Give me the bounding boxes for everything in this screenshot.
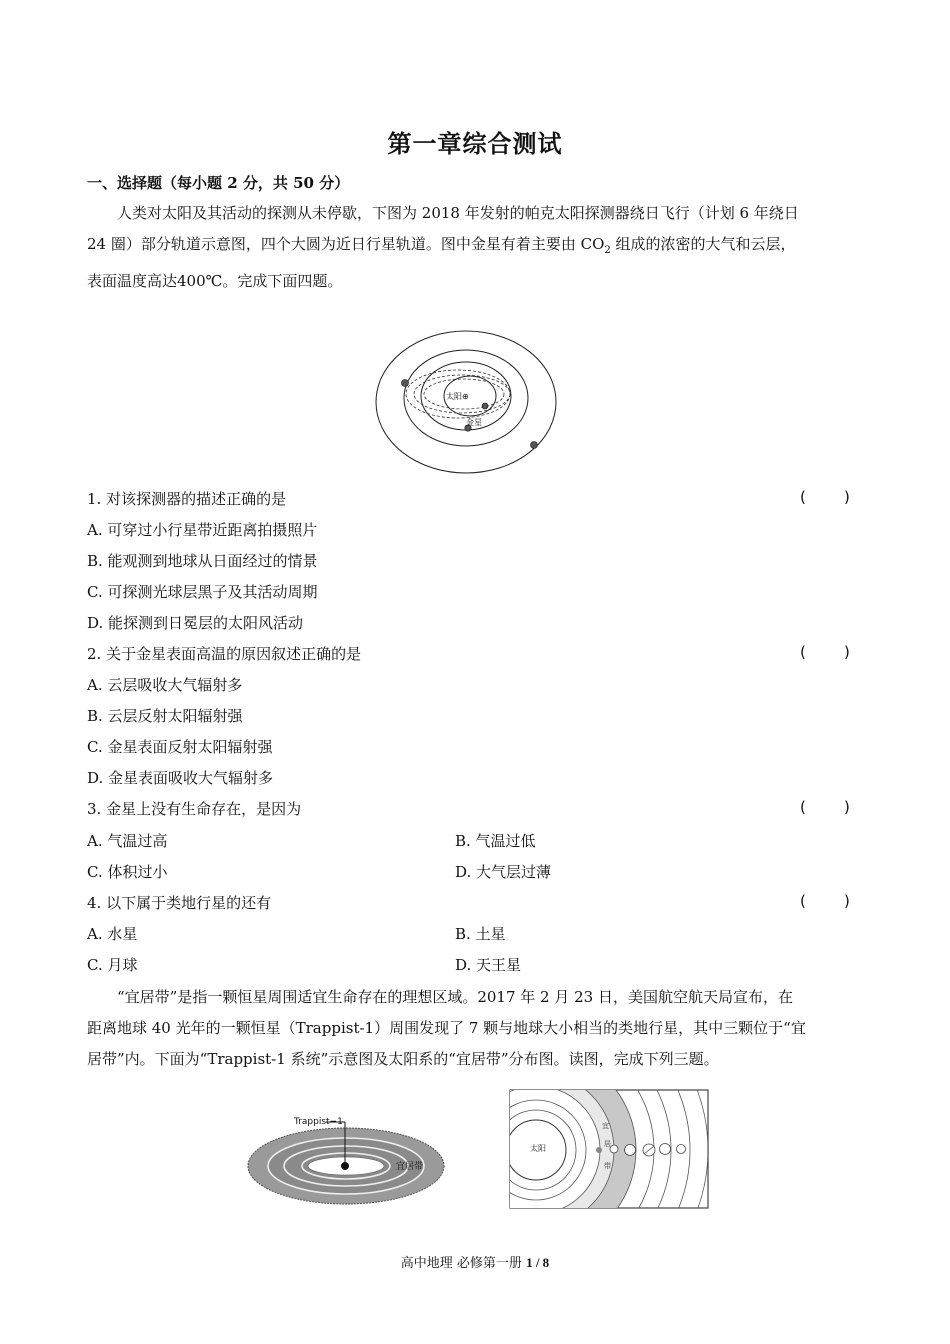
q4-option-c: C. 月球 [87, 956, 138, 974]
trappist-star-label: Trappist−1 [294, 1117, 343, 1127]
q2-option-b: B. 云层反射太阳辐射强 [87, 707, 243, 725]
co2-subscript: 2 [604, 245, 611, 256]
q4-stem: 4. 以下属于类地行星的还有 [87, 894, 272, 912]
q4-option-b: B. 土星 [455, 925, 506, 943]
q2-answer-blank: ( ) [800, 643, 850, 661]
page-title: 第一章综合测试 [387, 129, 563, 158]
q3-option-b: B. 气温过低 [455, 832, 536, 850]
habitable-zone-label: 宜居带 [396, 1162, 424, 1172]
q3-stem: 3. 金星上没有生命存在，是因为 [87, 800, 302, 818]
q1-option-a: A. 可穿过小行星带近距离拍摄照片 [87, 521, 318, 539]
q1-answer-blank: ( ) [800, 488, 850, 506]
intro1-line3: 表面温度高达400℃。完成下面四题。 [87, 272, 343, 290]
fig1-sun-label: 太阳⊕ [446, 392, 469, 401]
q4-answer-blank: ( ) [800, 892, 850, 910]
q1-option-d: D. 能探测到日冕层的太阳风活动 [87, 614, 304, 632]
fig3-sun-label: 太阳 [530, 1144, 546, 1153]
solar-habitable-zone-figure [508, 1088, 710, 1214]
q3-answer-blank: ( ) [800, 798, 850, 816]
q3-option-d: D. 大气层过薄 [455, 863, 552, 881]
section-heading: 一、选择题（每小题 2 分，共 50 分） [87, 174, 350, 192]
q4-option-a: A. 水星 [87, 925, 138, 943]
q2-option-d: D. 金星表面吸收大气辐射多 [87, 769, 274, 787]
intro-paragraph-2 [87, 982, 865, 1075]
q2-stem: 2. 关于金星表面高温的原因叙述正确的是 [87, 645, 362, 663]
intro2-line2: 距离地球 40 光年的一颗恒星（Trappist-1）周围发现了 7 颗与地球大小相当的类地行星，其中三颗位于“宜 [87, 1019, 806, 1037]
intro1-line2 [87, 229, 865, 266]
q2-option-a: A. 云层吸收大气辐射多 [87, 676, 243, 694]
q1-option-c: C. 可探测光球层黑子及其活动周期 [87, 583, 318, 601]
page-footer [0, 1252, 950, 1271]
intro-paragraph-1 [87, 198, 865, 297]
footer-page-number: 1 / 8 [526, 1255, 550, 1270]
trappist-system-figure [246, 1108, 446, 1208]
intro2-line1: “宜居带”是指一颗恒星周围适宜生命存在的理想区域。2017 年 2 月 23 日，美国航空航天局宣布，在 [117, 988, 793, 1006]
q3-option-a: A. 气温过高 [87, 832, 168, 850]
intro1-line2-part-a: 24 圈）部分轨道示意图，四个大圆为近日行星轨道。图中金星有着主要由 CO [87, 235, 605, 253]
fig3-zone-char-3: 带 [604, 1162, 611, 1170]
q1-option-b: B. 能观测到地球从日面经过的情景 [87, 552, 318, 570]
q2-option-c: C. 金星表面反射太阳辐射强 [87, 738, 273, 756]
fig3-zone-char-1: 宜 [602, 1122, 609, 1130]
q3-option-c: C. 体积过小 [87, 863, 168, 881]
q4-option-d: D. 天王星 [455, 956, 522, 974]
intro1-line2-part-b: 组成的浓密的大气和云层， [610, 235, 796, 253]
intro2-line3: 居带”内。下面为“Trappist-1 系统”示意图及太阳系的“宜居带”分布图。读图，完成下列三题。 [87, 1050, 719, 1068]
fig3-zone-char-2: 居 [604, 1140, 611, 1148]
intro1-line1: 人类对太阳及其活动的探测从未停歇，下图为 2018 年发射的帕克太阳探测器绕日飞行（计划 6 年绕日 [117, 204, 799, 222]
parker-orbit-figure [372, 328, 564, 476]
footer-course: 高中地理 必修第一册 [400, 1256, 527, 1271]
fig1-venus-label: 金星 [466, 418, 482, 427]
q1-stem: 1. 对该探测器的描述正确的是 [87, 490, 287, 508]
